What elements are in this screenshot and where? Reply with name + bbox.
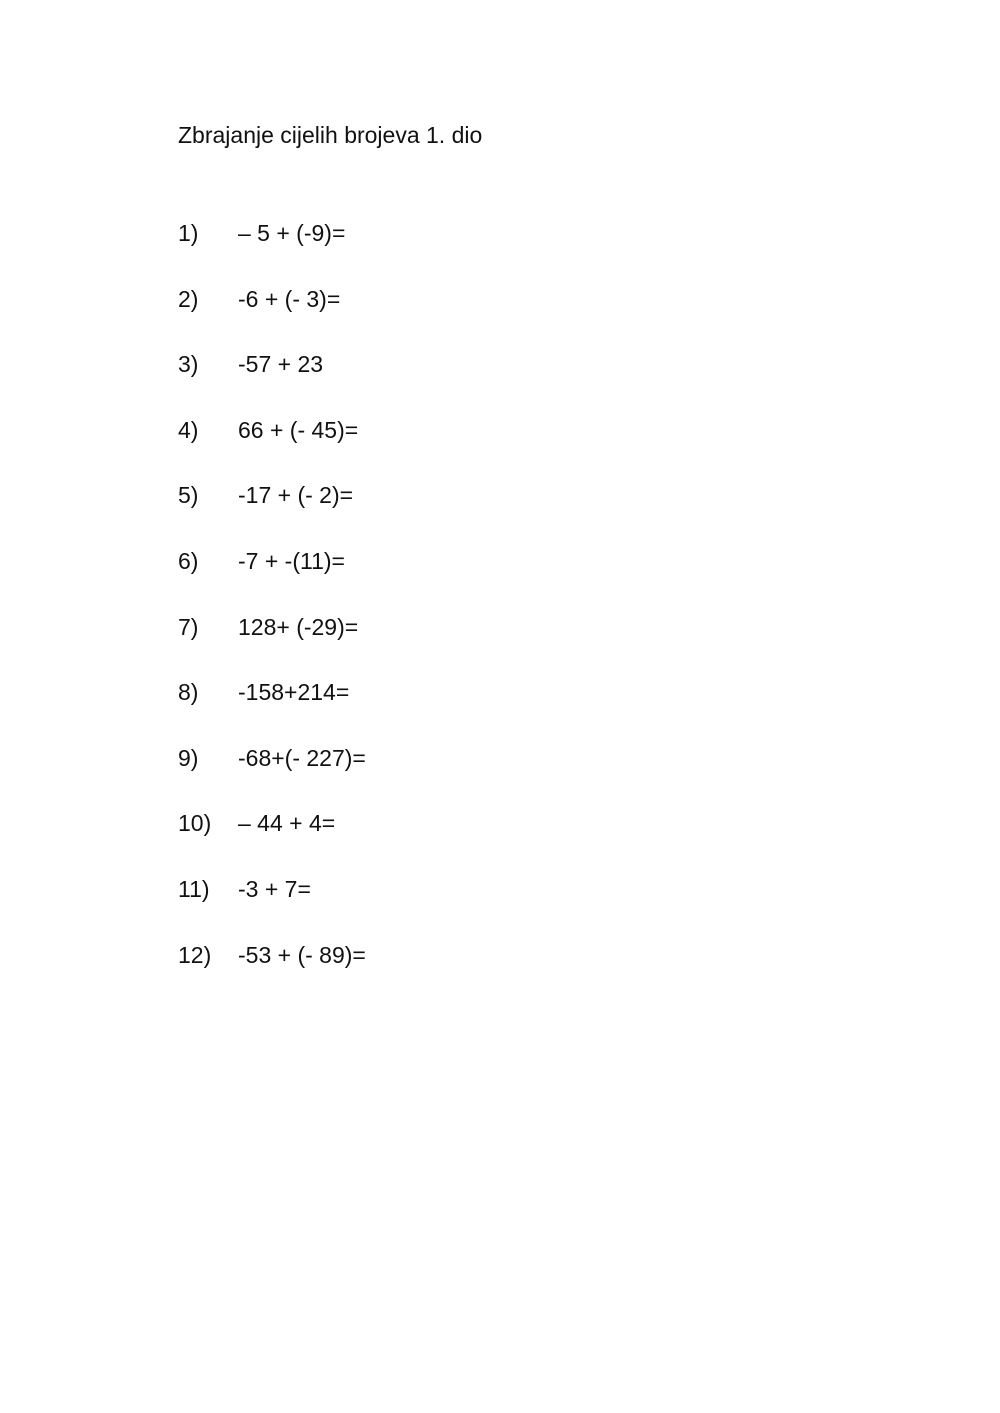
document-title: Zbrajanje cijelih brojeva 1. dio [178, 122, 483, 148]
problem-item [178, 743, 366, 809]
problem-expression: – 44 + 4= [238, 810, 336, 837]
problem-item [178, 415, 366, 481]
problem-number: 12) [178, 941, 212, 968]
problem-expression: 128+ (-29)= [238, 613, 359, 640]
problem-expression: -53 + (- 89)= [238, 941, 366, 968]
problem-item [178, 480, 366, 546]
problem-expression: -6 + (- 3)= [238, 285, 341, 312]
problem-item [178, 612, 366, 678]
problem-item [178, 808, 366, 874]
problem-number: 8) [178, 679, 199, 706]
problem-expression: -158+214= [238, 679, 350, 706]
problem-expression: -17 + (- 2)= [238, 482, 354, 509]
problem-item [178, 218, 366, 284]
problem-number: 5) [178, 482, 199, 509]
problem-number: 7) [178, 613, 199, 640]
problem-expression: -68+(- 227)= [238, 744, 366, 771]
problem-item [178, 546, 366, 612]
problem-list [178, 218, 366, 1005]
problem-number: 9) [178, 744, 199, 771]
problem-number: 11) [178, 875, 210, 902]
problem-number: 3) [178, 351, 199, 378]
problem-expression: -7 + -(11)= [238, 547, 345, 574]
problem-number: 6) [178, 547, 199, 574]
problem-expression: -57 + 23 [238, 351, 324, 378]
problem-number: 1) [178, 220, 199, 246]
problem-item [178, 349, 366, 415]
problem-expression: 66 + (- 45)= [238, 416, 359, 443]
problem-number: 10) [178, 810, 212, 837]
problem-item [178, 940, 366, 1006]
problem-item [178, 677, 366, 743]
problem-number: 4) [178, 416, 199, 443]
problem-item [178, 284, 366, 350]
problem-expression: -3 + 7= [238, 875, 311, 902]
problem-number: 2) [178, 285, 199, 312]
problem-expression: – 5 + (-9)= [238, 220, 346, 246]
problem-item [178, 874, 366, 940]
